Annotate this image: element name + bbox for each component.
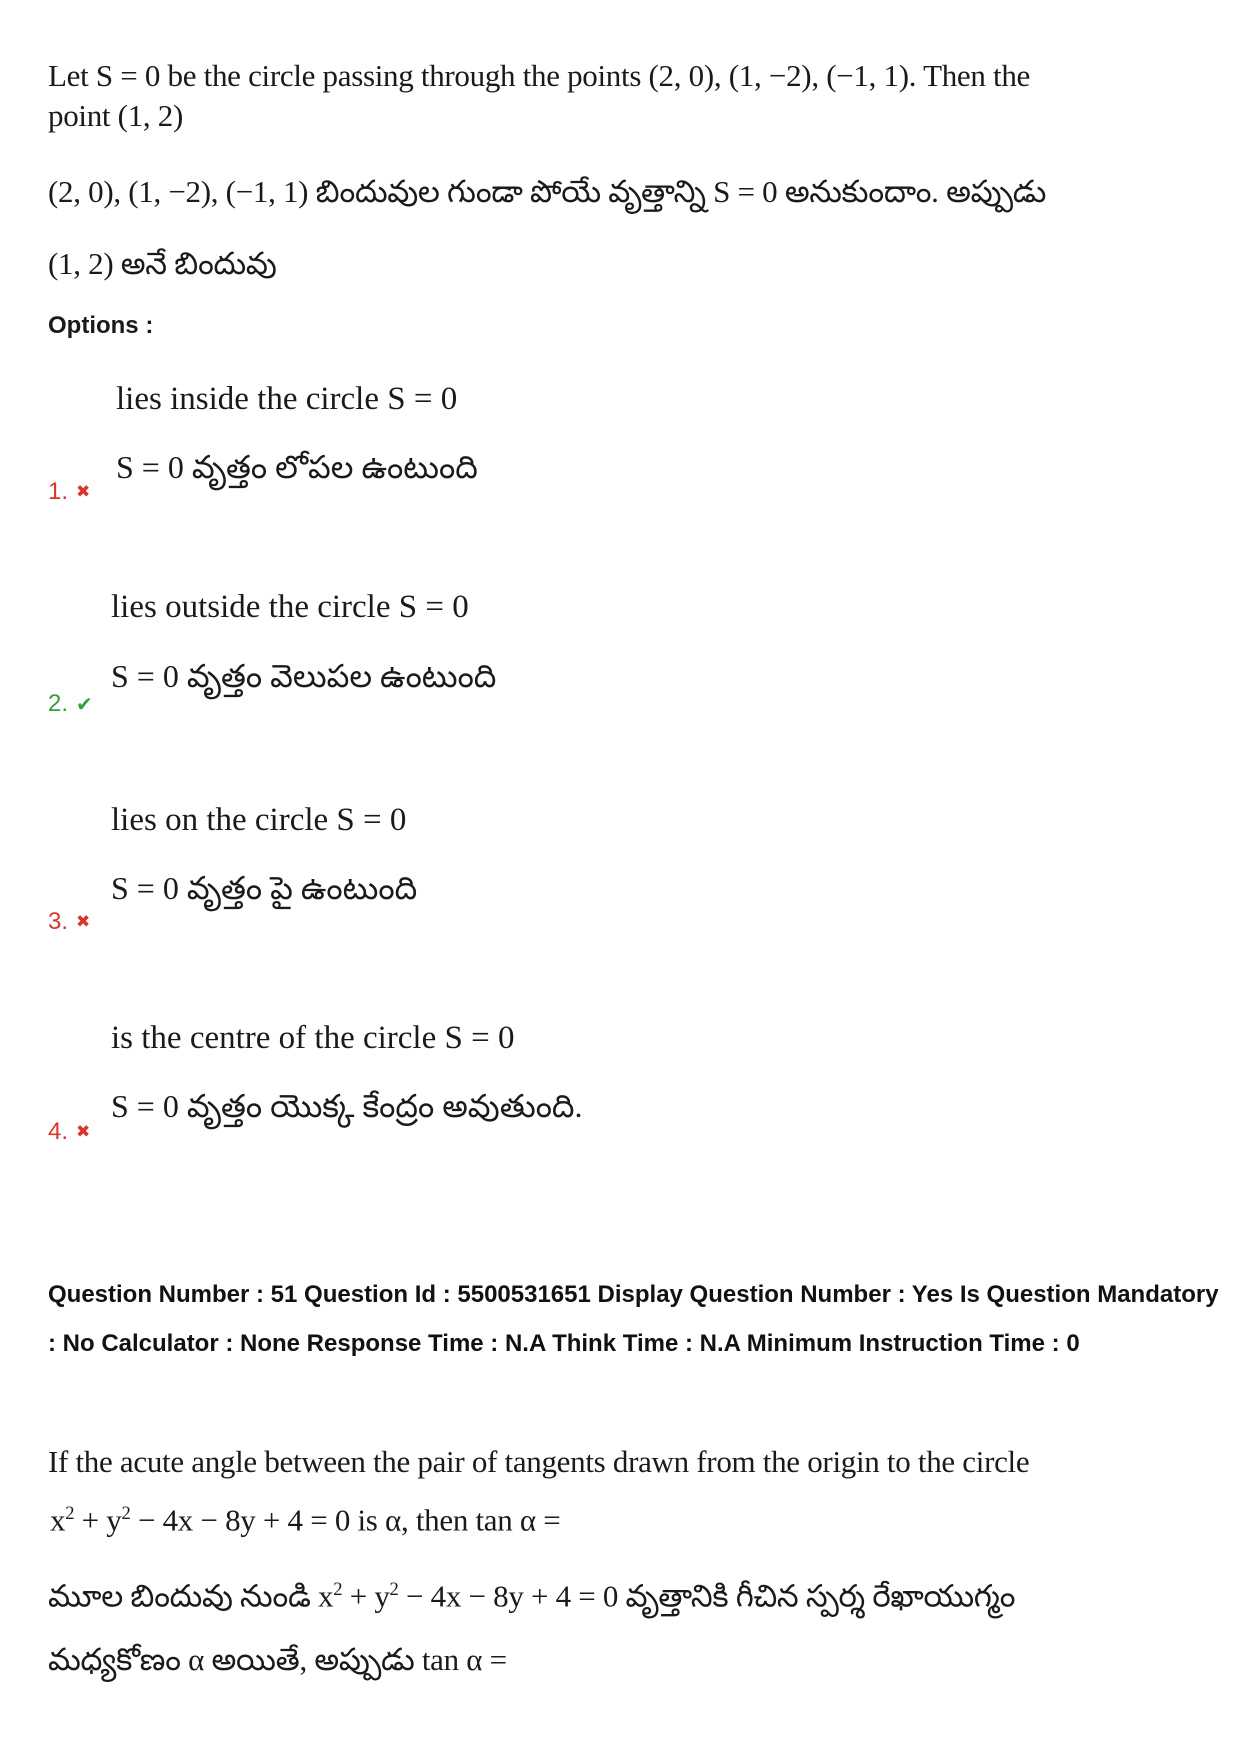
te-eq-sup-1: 2	[333, 1579, 343, 1600]
option-1-en: lies inside the circle S = 0	[116, 381, 458, 417]
question-51-en-line-1: If the acute angle between the pair of tangents drawn from the origin to the circle	[48, 1444, 1030, 1479]
question-51-te-line-1	[48, 1570, 1015, 1616]
option-4-number: 4.	[48, 1118, 69, 1145]
question-51-meta: Question Number : 51 Question Id : 5500531651 Display Question Number : Yes Is Question Mandatory : No Calculator : None Response Time : N.A Think Time : N.A Minimum Instruction Time : 0	[48, 1281, 1219, 1357]
question-te-line-1: (2, 0), (1, −2), (−1, 1) బిందువుల గుండా పోయే వృత్తాన్ని S = 0 అనుకుందాం. అప్పుడు	[48, 174, 1047, 209]
option-4-te: S = 0 వృత్తం యొక్క కేంద్రం అవుతుంది.	[111, 1088, 583, 1124]
option-1-marker	[48, 478, 90, 506]
option-2-te: S = 0 వృత్తం వెలుపల ఉంటుంది	[111, 658, 497, 694]
option-4-marker	[48, 1118, 90, 1146]
eq-y: + y	[74, 1502, 122, 1538]
options-label: Options :	[48, 312, 154, 339]
option-2-en: lies outside the circle S = 0	[111, 589, 469, 625]
option-2-number: 2.	[48, 690, 69, 717]
question-text	[48, 56, 1030, 136]
option-3-te: S = 0 వృత్తం పై ఉంటుంది	[111, 870, 418, 906]
wrong-icon: ✖	[76, 482, 91, 501]
te-eq-sup-2: 2	[389, 1579, 399, 1600]
eq-rest: − 4x − 8y + 4 = 0 is α, then tan α =	[130, 1502, 561, 1538]
wrong-icon: ✖	[76, 912, 91, 931]
te-eq-y: + y	[342, 1578, 390, 1614]
option-3-en: lies on the circle S = 0	[111, 802, 407, 838]
option-4-en: is the centre of the circle S = 0	[111, 1020, 515, 1056]
question-en-line-1: Let S = 0 be the circle passing through the points (2, 0), (1, −2), (−1, 1). Then the	[48, 58, 1031, 93]
option-3-marker	[48, 908, 90, 936]
option-2-marker	[48, 690, 93, 718]
check-icon: ✔	[76, 693, 93, 716]
eq-sup-1: 2	[65, 1503, 75, 1524]
option-1-te: S = 0 వృత్తం లోపల ఉంటుంది	[116, 449, 478, 485]
question-en-line-2: point (1, 2)	[48, 98, 184, 133]
option-3-number: 3.	[48, 908, 69, 935]
eq-sup-2: 2	[121, 1503, 131, 1524]
te-eq-rest: − 4x − 8y + 4 = 0 వృత్తానికి గీచిన స్పర్శ రేఖాయుగ్మం	[398, 1578, 1016, 1614]
question-51-en-line-2	[50, 1494, 560, 1540]
question-te-line-2: (1, 2) అనే బిందువు	[48, 246, 277, 281]
eq-x: x	[50, 1502, 66, 1538]
option-1-number: 1.	[48, 478, 69, 505]
wrong-icon: ✖	[76, 1122, 91, 1141]
te-eq-pre: మూల బిందువు నుండి x	[48, 1578, 334, 1614]
question-51-te-line-2: మధ్యకోణం α అయితే, అప్పుడు tan α =	[48, 1642, 507, 1677]
